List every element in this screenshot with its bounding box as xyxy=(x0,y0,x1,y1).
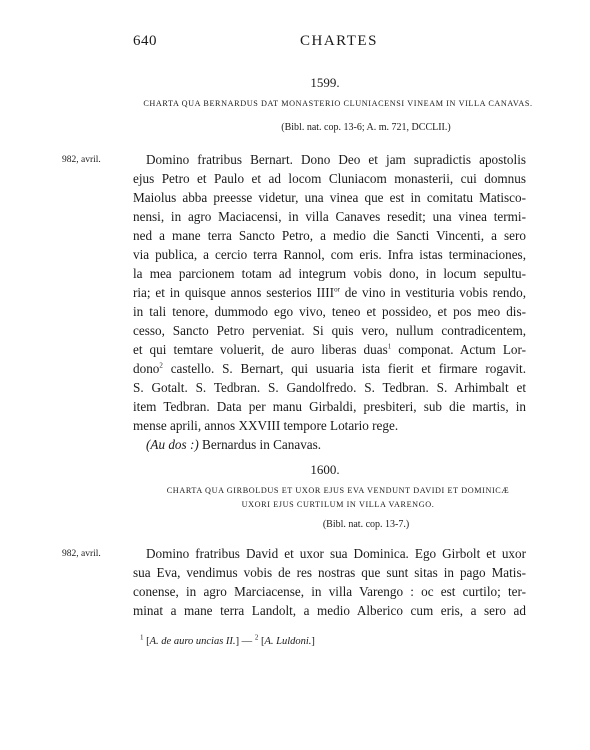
charter-1600-title-1: CHARTA QUA GIRBOLDUS ET UXOR EJUS EVA VENDUNT DAVIDI ET DOMINICÆ xyxy=(166,486,510,495)
footnote-text: ] xyxy=(311,636,315,647)
footnote-text: [ xyxy=(143,636,150,647)
footnote-text: A. de auro uncias II. xyxy=(149,636,236,647)
charter-1599-date: 982, avril. xyxy=(62,155,101,165)
text-segment: et qui temtare voluerit, de auro liberas duas xyxy=(133,342,388,357)
charter-1599-body xyxy=(133,150,526,435)
text-segment: ria; et in quisque annos sesterios IIII xyxy=(133,285,335,300)
superscript: or xyxy=(334,285,340,294)
charter-1600-number: 1600. xyxy=(310,462,340,477)
text-segment: castello. S. Bernart, qui usuaria ista fierit et firmare rogavit. xyxy=(162,361,526,376)
running-title: CHARTES xyxy=(300,33,378,49)
footnote-number: 2 xyxy=(254,633,259,642)
text-line: cesso, Sancto Petro perveniat. Si quis vero, nullum contradicentem, xyxy=(133,323,526,338)
text-line: nensi, in agro Maciacensi, in villa Canaves resedit; una vinea termi- xyxy=(133,209,526,224)
footnotes xyxy=(140,633,315,647)
charter-1600-date: 982, avril. xyxy=(62,549,101,559)
text-line: Maiolus abba preesse videtur, una vinea que est in comitatu Matisco- xyxy=(133,190,526,205)
text-line: sua Eva, vendimus vobis de res nostras que sunt sitas in pago Matis- xyxy=(133,565,526,580)
charter-1599-number: 1599. xyxy=(310,75,340,90)
text-line: item Tedbran. Data per manu Girbaldi, presbiteri, sub die martis, in xyxy=(133,399,526,414)
footnote-text: ] — xyxy=(235,636,255,647)
text-segment: de vino in vestituria vobis rendo, xyxy=(339,285,526,300)
text-line: ned a mane terra Sancto Petro, a medio die Sancti Vincenti, a sero xyxy=(133,228,526,243)
endorse-text: Bernardus in Canavas. xyxy=(198,437,322,452)
text-line: minat a mane terra Landolt, a medio Alberico cum eris, a sero ad xyxy=(133,603,526,618)
text-line xyxy=(133,340,526,359)
text-line: Domino fratribus David et uxor sua Dominica. Ego Girbolt et uxor xyxy=(146,546,526,561)
text-line xyxy=(133,283,526,302)
text-line: Domino fratribus Bernart. Dono Deo et jam supradictis apostolis xyxy=(146,152,526,167)
charter-1600-body xyxy=(133,544,526,620)
charter-1600-source: (Bibl. nat. cop. 13-7.) xyxy=(322,519,410,530)
page-number: 640 xyxy=(133,33,157,49)
footnote-marker: 2 xyxy=(159,361,163,370)
footnote-marker: 1 xyxy=(387,342,392,351)
endorse-label: (Au dos :) xyxy=(146,437,199,452)
text-line: in tali tenore, dummodo ego vivo, teneo et possideo, et pos meo dis- xyxy=(133,304,526,319)
text-line xyxy=(133,359,526,378)
charter-1599-source: (Bibl. nat. cop. 13-6; A. m. 721, DCCLII.) xyxy=(281,122,451,133)
footnote-text: [ xyxy=(258,636,265,647)
text-line: conense, in agro Marciacense, in villa Varengo : oc est curtilo; ter- xyxy=(133,584,526,599)
text-segment: dono xyxy=(133,361,160,376)
text-line: via publica, a cercio terra Rannol, com eris. Infra istas terminaciones, xyxy=(133,247,526,262)
text-line: la mea parcionem totam ad integrum vobis dono, in locum sepultu- xyxy=(133,266,526,281)
footnote-number: 1 xyxy=(140,633,144,642)
text-segment: componat. Actum Lor- xyxy=(391,342,526,357)
text-line: ejus Petro et Paulo et ad locom Cluniacom monasterii, cui domnus xyxy=(133,171,526,186)
text-line: S. Gotalt. S. Tedbran. S. Gandolfredo. S. Tedbran. S. Arhimbalt et xyxy=(133,380,526,395)
footnote-text: A. Luldoni. xyxy=(264,636,312,647)
charter-1599-title: CHARTA QUA BERNARDUS DAT MONASTERIO CLUNIACENSI VINEAM IN VILLA CANAVAS. xyxy=(143,99,533,108)
charter-1600-title-2: UXORI EJUS CURTILUM IN VILLA VARENGO. xyxy=(241,500,435,509)
text-line: mense aprili, annos XXVIII tempore Lotario rege. xyxy=(133,418,399,433)
charter-1599-endorsement xyxy=(146,437,321,453)
